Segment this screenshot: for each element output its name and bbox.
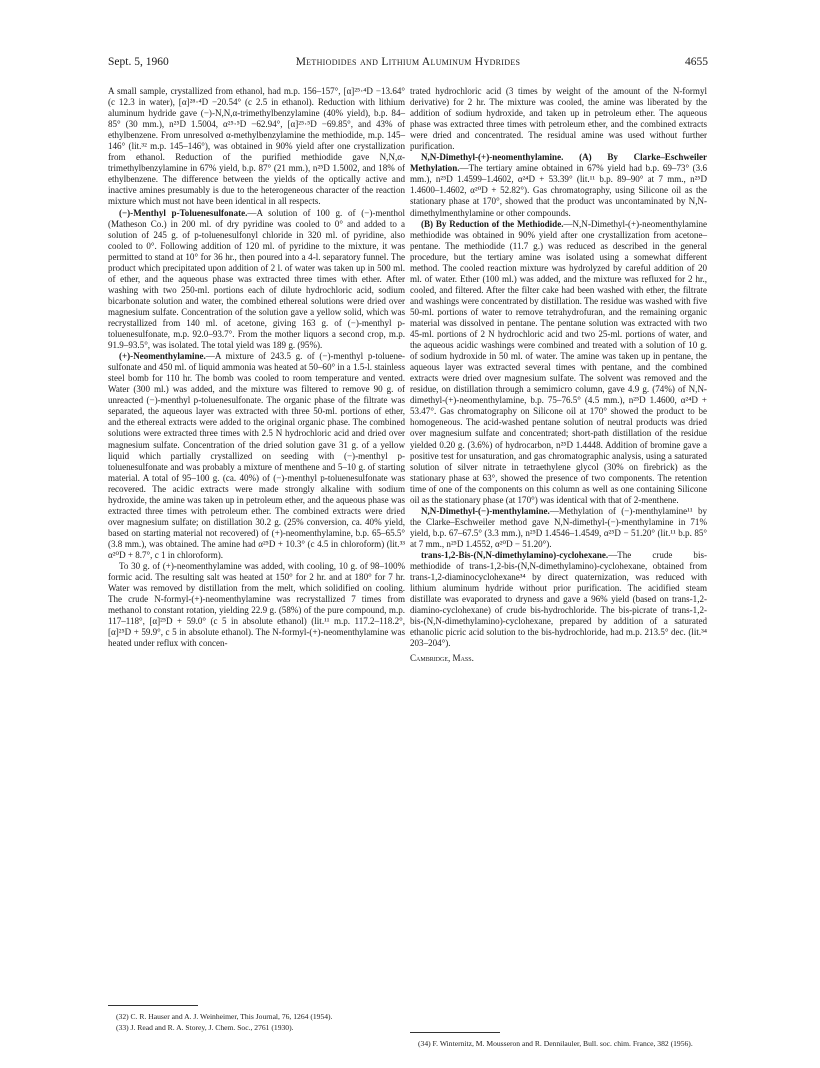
paragraph [108,351,405,561]
footnote-rule [410,1032,500,1033]
paragraph-text: —The crude bis-methiodide of trans-1,2-bis-(N,N-dimethylamino)-cyclohexane, obtained from trans-1,2-diaminocyclohexane³⁴ by direct quaternization, was reduced with lithium aluminum hydride without prior purification. The acidified steam distillate was evaporated to dryness and gave a 96% yield (based on trans-1,2-diamino-cyclohexane) of crude bis-hydrochloride. The bis-picrate of trans-1,2-bis-(N,N-dimethylamino)-cyclohexane, prepared by addition of a saturated ethanolic picric acid solution to the bis-hydrochloride, had m.p. 213.5° dec. (lit.³⁴ 203–204°). [410,549,707,649]
paragraph: A small sample, crystallized from ethanol, had m.p. 156–157°, [α]²⁵·⁴D −13.64° (c 12.3 in water), [α]²⁸·⁴D −20.54° (c 2.5 in ethanol). Reduction with lithium aluminum hydride gave (−)-N,N,α-trimethylbenzylamine (40% yield), b.p. 84–85° (30 mm.), n²⁵D 1.5004, α²⁵·⁵D −62.94°, [α]²⁵·⁵D −69.85°, and 43% of ethylbenzene. From unresolved α-methylbenzylamine the methiodide, m.p. 145–146° (lit.³² m.p. 145–146°), was obtained in 90% yield after one crystallization from ethanol. Reduction of the purified methiodide gave N,N,α-trimethylbenzylamine in 67% yield, b.p. 87° (21 mm.), n²⁵D 1.5002, and 18% of ethylbenzene. The difference between the yields of the optically active and inactive amines presumably is due to the heterogeneous character of the reaction mixture which must not have been identical in all respects. [108,86,405,207]
paragraph [410,550,707,649]
right-column [410,86,707,664]
section-heading: (−)-Menthyl p-Toluenesulfonate. [119,207,248,218]
footnote: (33) J. Read and R. A. Storey, J. Chem. Soc., 2761 (1930). [116,1022,294,1032]
footnote-rule [108,1005,198,1006]
section-heading: N,N-Dimethyl-(+)-neomenthylamine. (A) By Clarke–Eschweiler Methylation. [410,152,707,174]
footnotes-left [108,1005,405,1034]
paragraph: trated hydrochloric acid (3 times by weight of the amount of the N-formyl derivative) for 2 hr. The mixture was cooled, the amine was liberated by the addition of sodium hydroxide, and taken up in petroleum ether. The aqueous phase was extracted three times with petroleum ether, and the combined extracts were dried and concentrated. The residual amine was used without further purification. [410,86,707,152]
paragraph-text: —N,N-Dimethyl-(+)-neomenthylamine methiodide was obtained in 90% yield after one crystallization from acetone–pentane. The methiodide (11.7 g.) was reduced as described in the general procedure, but the tertiary amine was isolated using a somewhat different method. The cooled reaction mixture was hydrolyzed by careful addition of 20 ml. of water. Ether (100 ml.) was added, and the mixture was refluxed for 2 hr., cooled, and filtered. After the filter cake had been washed with ether, the filtrate and washings were concentrated by distillation. The residue was washed with five 50-ml. portions of water to remove tetrahydrofuran, and the remaining organic material was dissolved in pentane. The pentane solution was extracted with two 45-ml. portions of 2 N hydrochloric acid and two 25-ml. portions of water, and the aqueous acidic washings were combined and treated with a solution of 10 g. of sodium hydroxide in 50 ml. of water. The amine was taken up in pentane, the aqueous layer was extracted several times with pentane, and the combined extracts were dried over magnesium sulfate. The solvent was removed and the residue, on distillation through a semimicro column, gave 4.9 g. (74%) of N,N-dimethyl-(+)-neomenthylamine, b.p. 75–76.5° (4.5 mm.), n²⁵D 1.4600, α²⁴D + 53.47°. Gas chromatography on Silicone oil at 170° showed the product to be homogeneous. The acid-washed pentane solution of neutral products was dried over magnesium sulfate and concentrated; short-path distillation of the residue yielded 0.20 g. (3.6%) of hydrocarbon, n²⁵D 1.4448. Addition of bromine gave a positive test for unsaturation, and gas chromatographic analysis, using a saturated solution of silver nitrate in tetraethylene glycol (30% on firebrick) as the stationary phase at 63°, showed the presence of two components. The retention time of one of the components on this column as well as one containing Silicone oil as the stationary phase (at 170°) was identical with that of 2-menthene. [410,218,707,505]
location: Cambridge, Mass. [410,653,474,664]
section-heading: trans-1,2-Bis-(N,N-dimethylamino)-cyclohexane. [421,549,609,560]
section-heading: N,N-Dimethyl-(−)-menthylamine. [421,505,550,516]
paragraph [410,152,707,218]
issue-date: Sept. 5, 1960 [108,56,169,68]
paragraph [108,208,405,352]
paragraph-text: —Methylation of (−)-menthylamine¹¹ by the Clarke–Eschweiler method gave N,N-dimethyl-(−)-menthylamine in 71% yield, b.p. 67–67.5° (3.3 mm.), n²⁵D 1.4546–1.4549, α²⁵D − 51.20° (lit.¹¹ b.p. 85° at 7 mm., n²⁵D 1.4552, α²⁰D − 51.20°). [410,505,707,549]
paragraph [410,506,707,550]
paragraph-text: —A solution of 100 g. of (−)-menthol (Matheson Co.) in 200 ml. of dry pyridine was cooled to 0° and added to a solution of 245 g. of p-toluenesulfonyl chloride in 320 ml. of pyridine, also cooled to 0°. Following addition of 120 ml. of pyridine to the mixture, it was permitted to stand at 10° for 36 hr., then poured into a 4-l. separatory funnel. The product which precipitated upon addition of 2 l. of water was taken up in 500 ml. of ether, and the aqueous phase was extracted three times with ether. After washing with two 250-ml. portions each of dilute hydrochloric acid, sodium bicarbonate solution and water, the combined ethereal solutions were dried over magnesium sulfate. Concentration of the solution gave a yellow solid, which was recrystallized from 140 ml. of acetone, giving 163 g. of (−)-menthyl p-toluenesulfonate, m.p. 92.0–93.7°. From the mother liquors a second crop, m.p. 91.9–93.5°, was isolated. The total yield was 189 g. (95%). [108,207,405,351]
footnote: (34) F. Winternitz, M. Mousseron and R. Dennilauler, Bull. soc. chim. France, 382 (1956). [418,1039,693,1048]
section-heading: (+)-Neomenthylamine. [119,351,206,362]
paragraph-text: —The tertiary amine obtained in 67% yield had b.p. 69–73° (3.6 mm.), n²⁵D 1.4599–1.4602, α²⁴D + 53.39° (lit.¹¹ b.p. 89–90° at 7 mm., n²⁵D 1.4600–1.4602, α²⁰D + 52.82°). Gas chromatography, using Silicone oil as the stationary phase at 170°, showed that the product was uncontaminated by N,N-dimethylmenthylamine or other compounds. [410,163,707,218]
paragraph [410,219,707,506]
running-title: Methiodides and Lithium Aluminum Hydrides [295,56,521,68]
footnotes-right [410,1032,707,1050]
page-header [108,56,708,72]
paragraph: To 30 g. of (+)-neomenthylamine was added, with cooling, 10 g. of 98–100% formic acid. The resulting salt was heated at 150° for 2 hr. and at 180° for 7 hr. Water was removed by distillation from the melt, which solidified on cooling. The crude N-formyl-(+)-neomenthylamine was recrystallized 7 times from methanol to constant rotation, yielding 22.9 g. (58%) of the pure compound, m.p. 117–118°, [α]²⁵D + 59.0° (c 5 in absolute ethanol) (lit.¹¹ m.p. 117.2–118.2°, [α]²⁵D + 59.9°, c 5 in absolute ethanol). The N-formyl-(+)-neomenthylamine was heated under reflux with concen- [108,561,405,649]
left-column [108,86,405,649]
page-number: 4655 [685,56,708,68]
section-heading: (B) By Reduction of the Methiodide. [421,218,564,229]
paragraph-text: —A mixture of 243.5 g. of (−)-menthyl p-toluene-sulfonate and 450 ml. of liquid ammonia was heated at 50–60° in a 1.5-l. stainless steel bomb for 110 hr. The bomb was cooled to room temperature and vented. Water (300 ml.) was added, and the mixture was filtered to remove 90 g. of unreacted (−)-menthyl p-toluenesulfonate. The organic phase of the filtrate was separated, the aqueous layer was extracted with three 50-ml. portions of ether, and the ethereal extracts were added to the original organic phase. The combined solutions were extracted three times with 2.5 N hydrochloric acid and dried over magnesium sulfate. Concentration of the dried solution gave 31 g. of a yellow liquid which partially crystallized on seeding with (−)-menthyl p-toluenesulfonate and was probably a mixture of menthene and 5–10 g. of starting material. A total of 95–100 g. (ca. 40%) of (−)-menthyl p-toluenesulfonate was recovered. The acidic extracts were made strongly alkaline with sodium hydroxide, the amine was taken up in petroleum ether, and the aqueous phase was extracted three times with petroleum ether. The combined extracts were dried over magnesium sulfate; on distillation 30.2 g. (25% conversion, ca. 40% yield, based on starting material not recovered) of (+)-neomenthylamine, b.p. 65–65.5° (3.8 mm.), was obtained. The amine had α²⁵D + 10.3° (c 4.5 in chloroform) (lit.³³ α²⁰D + 8.7°, c 1 in chloroform). [108,351,405,560]
footnote: (32) C. R. Hauser and A. J. Weinheimer, This Journal, 76, 1264 (1954). [116,1012,333,1021]
